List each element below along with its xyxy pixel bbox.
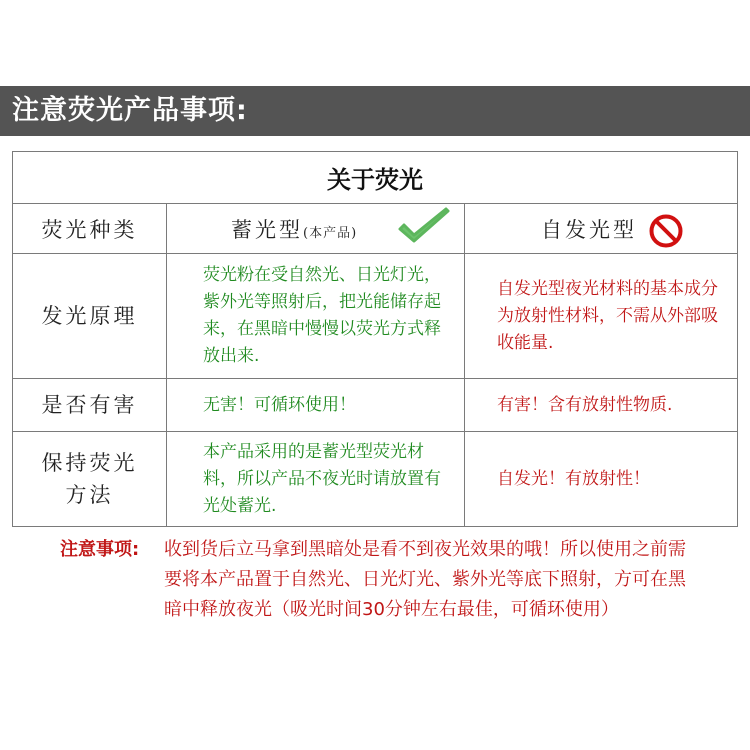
row-label-method: 保持荧光方法 (13, 432, 167, 527)
header-storage-main: 蓄光型 (231, 217, 303, 242)
banner-title: 注意荧光产品事项: (0, 86, 750, 136)
harmful-self: 有害！含有放射性物质. (465, 379, 738, 432)
notice-section (60, 535, 700, 625)
method-self: 自发光！有放射性！ (465, 432, 738, 527)
harmful-storage: 无害！可循环使用！ (167, 379, 465, 432)
notice-text: 收到货后立马拿到黑暗处是看不到夜光效果的哦！所以使用之前需要将本产品置于自然光、日光灯光、紫外光等底下照射，方可在黑暗中释放夜光（吸光时间30分钟左右最佳，可循环使用） (164, 539, 686, 620)
row-label-principle: 发光原理 (13, 254, 167, 379)
checkmark-icon (396, 205, 452, 249)
method-storage: 本产品采用的是蓄光型荧光材料，所以产品不夜光时请放置有光处蓄光. (167, 432, 465, 527)
header-storage-sub: (本产品) (303, 225, 358, 241)
prohibited-icon (648, 213, 684, 249)
fluorescence-table (12, 151, 738, 527)
principle-storage: 荧光粉在受自然光、日光灯光，紫外光等照射后，把光能储存起来，在黑暗中慢慢以荧光方式释放出来. (167, 254, 465, 379)
row-label-harmful: 是否有害 (13, 379, 167, 432)
table-title: 关于荧光 (13, 152, 738, 204)
notice-label: 注意事项: (60, 539, 140, 560)
header-type-label: 荧光种类 (13, 204, 167, 254)
principle-self: 自发光型夜光材料的基本成分为放射性材料，不需从外部吸收能量. (465, 254, 738, 379)
header-self-luminous-type: 自发光型 (465, 204, 738, 254)
